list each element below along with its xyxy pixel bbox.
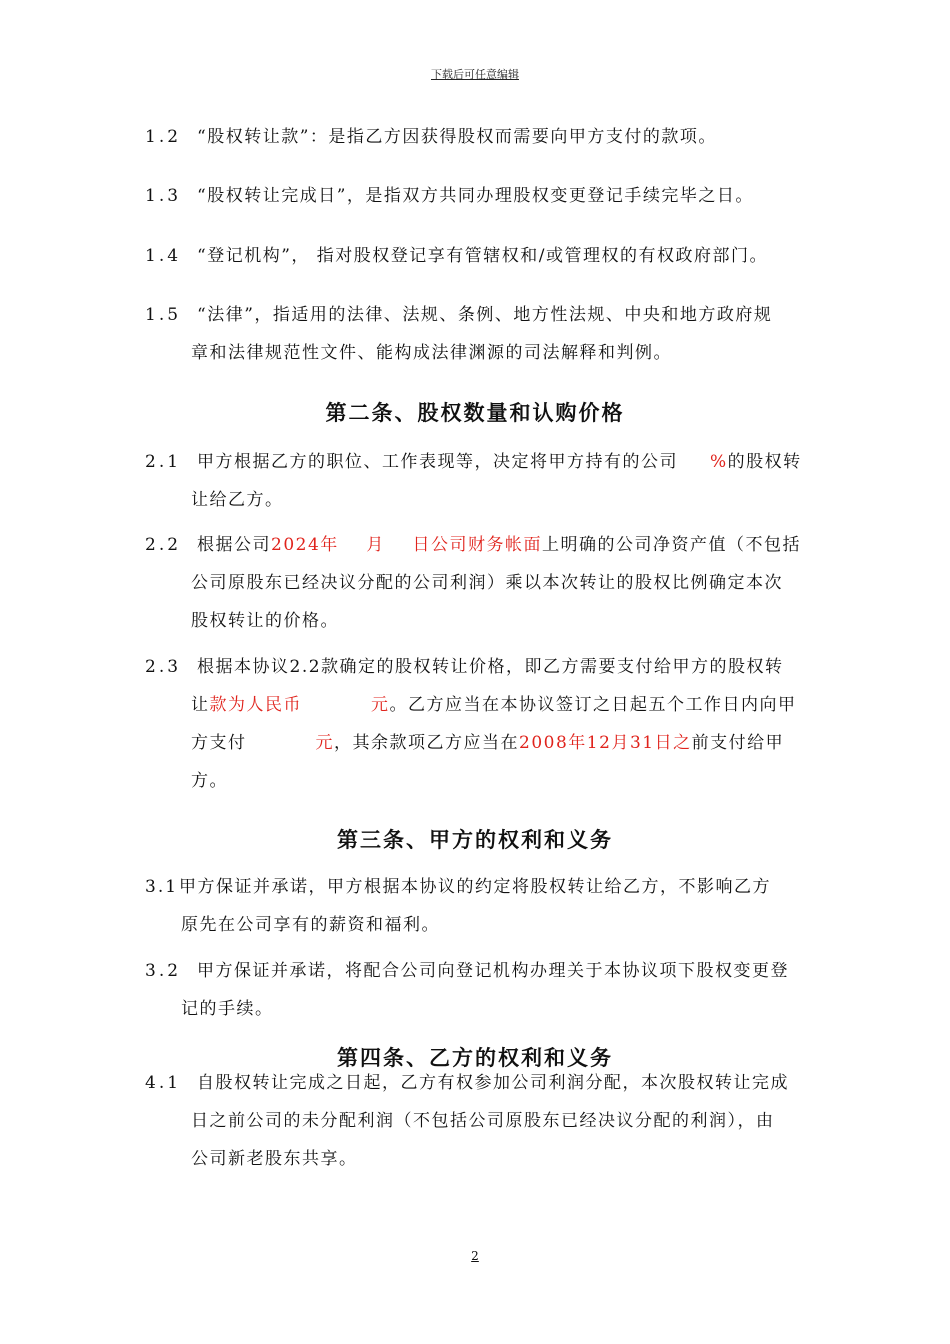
deadline-date: 2008年12月31日之 <box>519 733 692 753</box>
clause-number: 3.1 <box>145 877 179 897</box>
amount-blank: 款为人民币 元 <box>209 695 390 715</box>
clause-text: 前支付给甲 <box>691 733 785 753</box>
clause-number: 2.3 <box>145 657 182 677</box>
clause-text: “股权转让款”：是指乙方因获得股权而需要向甲方支付的款项。 <box>197 127 717 147</box>
clause-2-3 <box>145 648 825 800</box>
clause-text-line: 根据本协议2.2款确定的股权转让价格，即乙方需要支付给甲方的股权转 <box>197 657 784 677</box>
clause-text-line: 自股权转让完成之日起，乙方有权参加公司利润分配，本次股权转让完成 <box>197 1073 789 1093</box>
clause-text: 方支付 <box>191 733 247 753</box>
clause-text-line: 公司新老股东共享。 <box>191 1149 358 1169</box>
clause-text-line: 记的手续。 <box>181 999 274 1019</box>
clause-text-line: 甲方保证并承诺，甲方根据本协议的约定将股权转让给乙方，不影响乙方 <box>179 877 771 897</box>
amount-blank: 元 <box>246 733 335 753</box>
clause-number: 1.3 <box>145 186 182 206</box>
clause-text-line: 日之前公司的未分配利润（不包括公司原股东已经决议分配的利润），由 <box>191 1111 775 1131</box>
clause-text-line: “法律”，指适用的法律、法规、条例、地方性法规、中央和地方政府规 <box>197 305 773 325</box>
clause-text-line: 章和法律规范性文件、能构成法律渊源的司法解释和判例。 <box>191 343 672 363</box>
clause-number: 1.5 <box>145 305 182 325</box>
clause-text-line: 方。 <box>191 771 228 791</box>
clause-text: 。乙方应当在本协议签订之日起五个工作日内向甲 <box>389 695 797 715</box>
page-header: 下载后可任意编辑 <box>431 68 519 81</box>
clause-text: 甲方根据乙方的职位、工作表现等，决定将甲方持有的公司 <box>197 452 678 472</box>
clause-text: 上明确的公司净资产值（不包括 <box>542 535 801 555</box>
clause-number: 4.1 <box>145 1073 182 1093</box>
clause-text-line: 股权转让的价格。 <box>191 611 339 631</box>
clause-text-line: 让给乙方。 <box>191 490 284 510</box>
page-number: 2 <box>471 1249 479 1263</box>
clause-number: 2.2 <box>145 535 182 555</box>
article-4-heading: 第四条、乙方的权利和义务 <box>337 1045 613 1070</box>
clause-number: 2.1 <box>145 452 182 472</box>
clause-text: 的股权转 <box>727 452 802 472</box>
clause-number: 3.2 <box>145 961 182 981</box>
clause-2-2 <box>145 526 825 640</box>
clause-3-2 <box>145 952 825 1028</box>
clause-1-3 <box>145 177 825 215</box>
article-3-heading: 第三条、甲方的权利和义务 <box>337 827 613 852</box>
clause-text: 让 <box>191 695 210 715</box>
clause-text-line: 甲方保证并承诺，将配合公司向登记机构办理关于本协议项下股权变更登 <box>197 961 789 981</box>
percent-blank: % <box>710 452 728 472</box>
clause-3-1 <box>145 868 825 944</box>
clause-number: 1.2 <box>145 127 182 147</box>
date-blank: 2024年 月 日公司财务帐面 <box>271 535 542 555</box>
article-2-heading: 第二条、股权数量和认购价格 <box>325 400 625 425</box>
clause-1-4 <box>145 237 825 275</box>
clause-1-5 <box>145 296 825 372</box>
clause-2-1 <box>145 443 825 519</box>
clause-number: 1.4 <box>145 246 182 266</box>
clause-text: 根据公司 <box>197 535 271 555</box>
clause-4-1 <box>145 1064 825 1178</box>
clause-text-line: 原先在公司享有的薪资和福利。 <box>181 915 440 935</box>
clause-text: “登记机构”， 指对股权登记享有管辖权和/或管理权的有权政府部门。 <box>197 246 769 266</box>
clause-1-2 <box>145 118 825 156</box>
clause-text-line: 公司原股东已经决议分配的公司利润）乘以本次转让的股权比例确定本次 <box>191 573 783 593</box>
clause-text: “股权转让完成日”，是指双方共同办理股权变更登记手续完毕之日。 <box>197 186 754 206</box>
clause-text: ，其余款项乙方应当在 <box>334 733 520 753</box>
